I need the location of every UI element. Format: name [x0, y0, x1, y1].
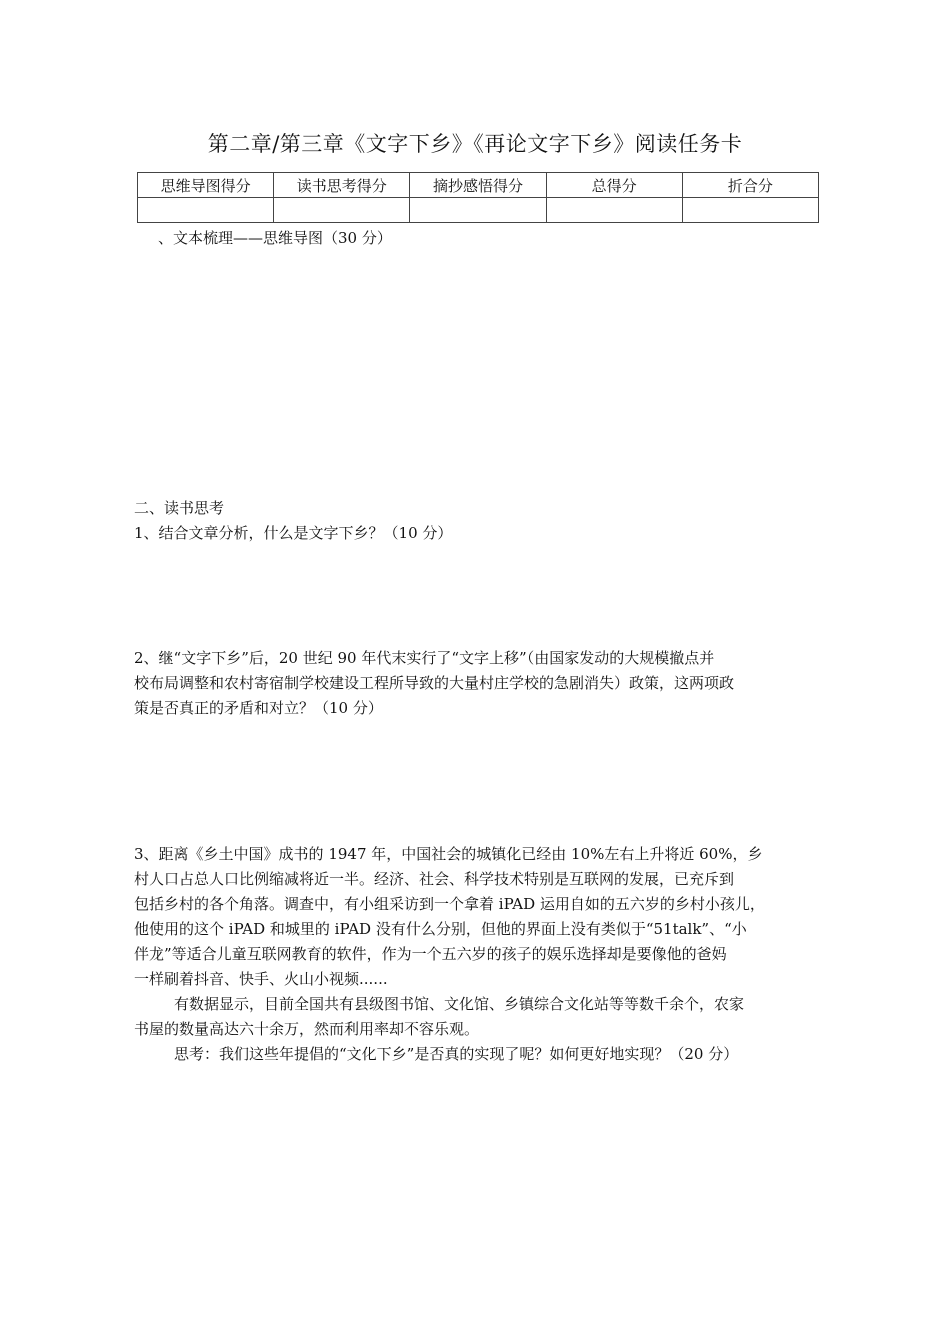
question-1: 1、结合文章分析，什么是文字下乡？（10 分） [134, 524, 453, 542]
question-3-line: 包括乡村的各个角落。调查中，有小组采访到一个拿着 iPAD 运用自如的五六岁的乡村小孩儿， [134, 895, 765, 913]
value-converted-score[interactable] [682, 198, 818, 223]
question-3-line: 他使用的这个 iPAD 和城里的 iPAD 没有什么分别，但他的界面上没有类似于“51talk”、“小 [134, 920, 747, 938]
question-3-line: 一样刷着抖音、快手、火山小视频...... [134, 970, 388, 988]
question-2-line: 2、继“文字下乡”后，20 世纪 90 年代末实行了“文字上移”（由国家发动的大规模撤点并 [134, 649, 715, 667]
question-3-paragraph-2-line: 有数据显示，目前全国共有县级图书馆、文化馆、乡镇综合文化站等等数千余个，农家 [174, 995, 745, 1013]
value-excerpt-score[interactable] [410, 198, 546, 223]
question-3-line: 3、距离《乡土中国》成书的 1947 年，中国社会的城镇化已经由 10%左右上升将近 60%，乡 [134, 845, 763, 863]
value-total-score[interactable] [546, 198, 682, 223]
page-title: 第二章/第三章《文字下乡》《再论文字下乡》阅读任务卡 [207, 132, 743, 156]
value-reading-score[interactable] [274, 198, 410, 223]
header-mindmap-score: 思维导图得分 [138, 173, 274, 198]
question-2-line: 校布局调整和农村寄宿制学校建设工程所导致的大量村庄学校的急剧消失）政策，这两项政 [134, 674, 735, 692]
header-reading-score: 读书思考得分 [274, 173, 410, 198]
question-3-line: 伴龙”等适合儿童互联网教育的软件，作为一个五六岁的孩子的娱乐选择却是要像他的爸妈 [134, 945, 727, 963]
header-excerpt-score: 摘抄感悟得分 [410, 173, 546, 198]
question-3-paragraph-2-line: 书屋的数量高达六十余万，然而利用率却不容乐观。 [134, 1020, 480, 1038]
question-2-line: 策是否真正的矛盾和对立？（10 分） [134, 699, 383, 717]
question-3-think-prompt: 思考：我们这些年提倡的“文化下乡”是否真的实现了呢？如何更好地实现？（20 分） [174, 1045, 739, 1063]
header-total-score: 总得分 [546, 173, 682, 198]
header-converted-score: 折合分 [682, 173, 818, 198]
section1-heading: 、文本梳理——思维导图（30 分） [158, 229, 392, 247]
score-table [137, 172, 819, 223]
section2-heading: 二、读书思考 [134, 499, 225, 517]
score-table-header-row [138, 173, 819, 198]
question-3-line: 村人口占总人口比例缩减将近一半。经济、社会、科学技术特别是互联网的发展，已充斥到 [134, 870, 735, 888]
score-table-value-row [138, 198, 819, 223]
value-mindmap-score[interactable] [138, 198, 274, 223]
